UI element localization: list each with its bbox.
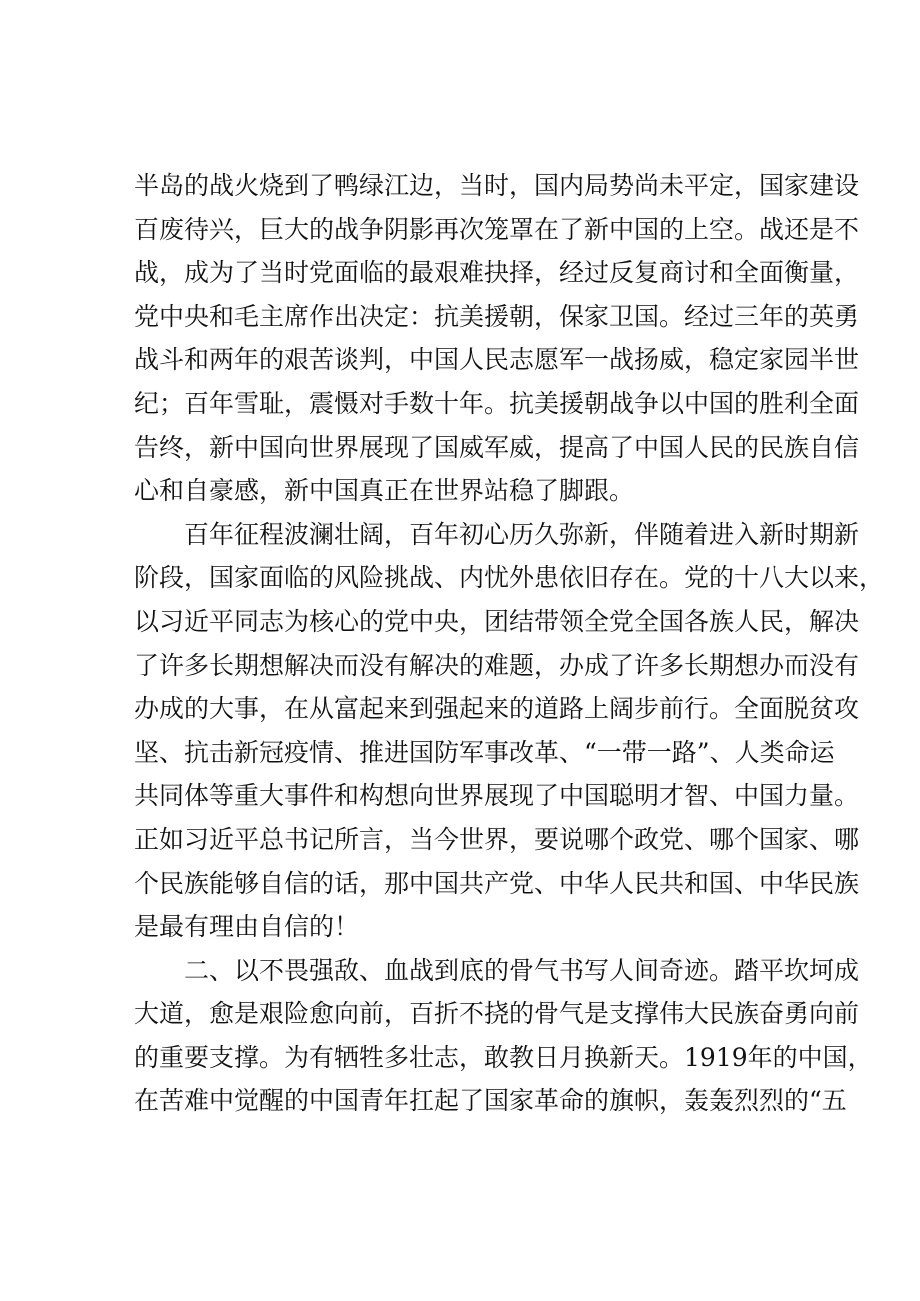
text-line: 阶段，国家面临的风险挑战、内忧外患依旧存在。党的十八大以来，	[134, 563, 885, 593]
text-line: 是最有理由自信的！	[134, 912, 360, 942]
text-line: 二、以不畏强敌、血战到底的骨气书写人间奇迹。踏平坎坷成	[184, 955, 860, 985]
text-line: 的重要支撑。为有牺牲多壮志，敢教日月换新天。1919年的中国，	[134, 1042, 873, 1072]
text-line: 办成的大事，在从富起来到强起来的道路上阔步前行。全面脱贫攻	[134, 694, 860, 724]
text-line: 正如习近平总书记所言，当今世界，要说哪个政党、哪个国家、哪	[134, 824, 860, 854]
text-line: 了许多长期想解决而没有解决的难题，办成了许多长期想办而没有	[134, 650, 860, 680]
text-line: 个民族能够自信的话，那中国共产党、中华人民共和国、中华民族	[134, 868, 860, 898]
text-line: 半岛的战火烧到了鸭绿江边，当时，国内局势尚未平定，国家建设	[134, 171, 860, 200]
text-line: 大道，愈是艰险愈向前，百折不挠的骨气是支撑伟大民族奋勇向前	[134, 999, 860, 1029]
text-line: 在苦难中觉醒的中国青年扛起了国家革命的旗帜，轰轰烈烈的“五	[134, 1086, 847, 1116]
text-line: 心和自豪感，新中国真正在世界站稳了脚跟。	[134, 476, 635, 506]
text-line: 党中央和毛主席作出决定：抗美援朝，保家卫国。经过三年的英勇	[134, 301, 860, 331]
text-line: 以习近平同志为核心的党中央，团结带领全党全国各族人民，解决	[134, 606, 860, 636]
text-line: 共同体等重大事件和构想向世界展现了中国聪明才智、中国力量。	[134, 781, 860, 811]
text-line: 百年征程波澜壮阔，百年初心历久弥新，伴随着进入新时期新	[184, 519, 860, 549]
text-line: 纪；百年雪耻，震慑对手数十年。抗美援朝战争以中国的胜利全面	[134, 388, 860, 418]
body-text	[134, 164, 885, 1123]
text-line: 百废待兴，巨大的战争阴影再次笼罩在了新中国的上空。战还是不	[134, 214, 860, 244]
text-line: 战斗和两年的艰苦谈判，中国人民志愿军一战扬威，稳定家园半世	[134, 345, 860, 375]
text-line: 战，成为了当时党面临的最艰难抉择，经过反复商讨和全面衡量，	[134, 258, 860, 288]
text-line: 告终，新中国向世界展现了国威军威，提高了中国人民的民族自信	[134, 432, 860, 462]
text-line: 坚、抗击新冠疫情、推进国防军事改革、“一带一路”、人类命运	[134, 737, 835, 767]
